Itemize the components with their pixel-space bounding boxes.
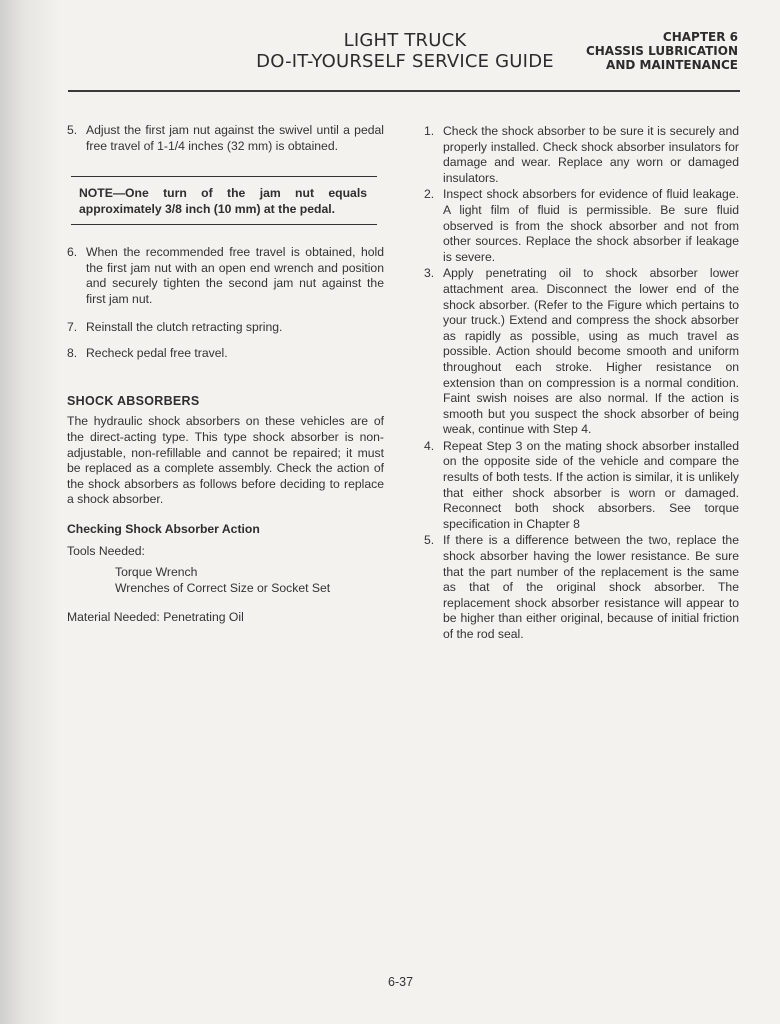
step-item: [67, 245, 384, 307]
chapter-heading: [568, 30, 738, 72]
tool-item: Wrenches of Correct Size or Socket Set: [115, 580, 331, 595]
page-number: 6-37: [388, 975, 414, 989]
step-number: 3.: [424, 266, 435, 281]
page-binding-shadow: [0, 0, 60, 1024]
step-number: 6.: [67, 245, 78, 260]
step-text: If there is a difference between the two, replace the shock absorber having the lower resistance. Be sure that the part number of the replacement is the same as that of the original shock absorber. The replacement shock absorber resistance will appear to be higher than either original, because of initial friction of the rod seal.: [443, 533, 739, 641]
step-number: 2.: [424, 187, 435, 202]
header-divider: [68, 90, 740, 92]
step-number: 8.: [67, 346, 78, 361]
step-text: When the recommended free travel is obtained, hold the first jam nut with an open end wrench and position and securely tighten the second jam nut against the first jam nut.: [86, 245, 384, 306]
step-item: [67, 320, 384, 336]
step-text: Adjust the first jam nut against the swivel until a pedal free travel of 1-1/4 inches (32 mm) is obtained.: [86, 123, 384, 153]
step-item: [424, 266, 739, 438]
step-text: Reinstall the clutch retracting spring.: [86, 319, 283, 334]
step-item: [424, 439, 739, 533]
section-intro-paragraph: The hydraulic shock absorbers on these vehicles are of the direct-acting type. This type shock absorber is non-adjustable, non-refillable and cannot be repaired; it must be replaced as a complete assembly. Check the action of the shock absorbers as follows before deciding to replace a shock absorber.: [67, 414, 384, 507]
step-item: [424, 124, 739, 186]
tool-item: Torque Wrench: [115, 565, 198, 580]
step-number: 5.: [67, 123, 78, 137]
chapter-title-line-2: AND MAINTENANCE: [606, 58, 738, 72]
chapter-title-line-1: CHASSIS LUBRICATION: [585, 44, 738, 58]
material-needed: Material Needed: Penetrating Oil: [67, 610, 244, 625]
tools-needed-label: Tools Needed:: [67, 543, 145, 558]
step-text: Recheck pedal free travel.: [86, 346, 228, 361]
left-column: [67, 123, 384, 626]
step-text: Apply penetrating oil to shock absorber lower attachment area. Disconnect the lower end of the shock absorber. (Refer to the Figure which pertains to your truck.) Extend and compress the shock absorber as rapidly as possible, using as much travel as possible. Action should become smooth and uniform throughout each stroke. Higher resistance on extension than on compression is a normal condition. Faint swish noises are also normal. If the action is smooth but you suspect the shock absorber of being weak, continue with Step 4.: [443, 266, 739, 437]
step-number: 7.: [67, 319, 78, 334]
step-number: 4.: [424, 438, 435, 453]
step-item: [424, 187, 739, 265]
book-title-line-1: LIGHT TRUCK: [343, 30, 467, 51]
chapter-number: CHAPTER 6: [662, 30, 738, 44]
step-number: 1.: [424, 124, 435, 138]
right-column: [424, 124, 739, 643]
section-heading: SHOCK ABSORBERS: [67, 393, 200, 408]
step-item: [424, 533, 739, 642]
step-text: Check the shock absorber to be sure it is securely and properly installed. Check shock absorber insulators for damage and wear. Replace any worn or damaged insulators.: [443, 124, 739, 185]
subsection-heading: Checking Shock Absorber Action: [67, 521, 260, 536]
book-title: [230, 30, 580, 72]
step-item: [67, 346, 384, 362]
step-text: Inspect shock absorbers for evidence of fluid leakage. A light film of fluid is permissible. Be sure fluid observed is from the shock absorber and not from other sources. Replace the shock absorber if leakage is severe.: [443, 187, 739, 264]
note-box: NOTE—One turn of the jam nut equals approximately 3/8 inch (10 mm) at the pedal.: [71, 176, 377, 225]
book-title-line-2: DO-IT-YOURSELF SERVICE GUIDE: [256, 51, 554, 72]
step-number: 5.: [424, 533, 435, 548]
step-item: [67, 123, 384, 154]
step-text: Repeat Step 3 on the mating shock absorber installed on the opposite side of the vehicle and compare the results of both tests. If the action is similar, it is unlikely that either shock absorber is worn or damaged. Reconnect both shock absorbers. See torque specification in Chapter 8: [443, 438, 739, 531]
